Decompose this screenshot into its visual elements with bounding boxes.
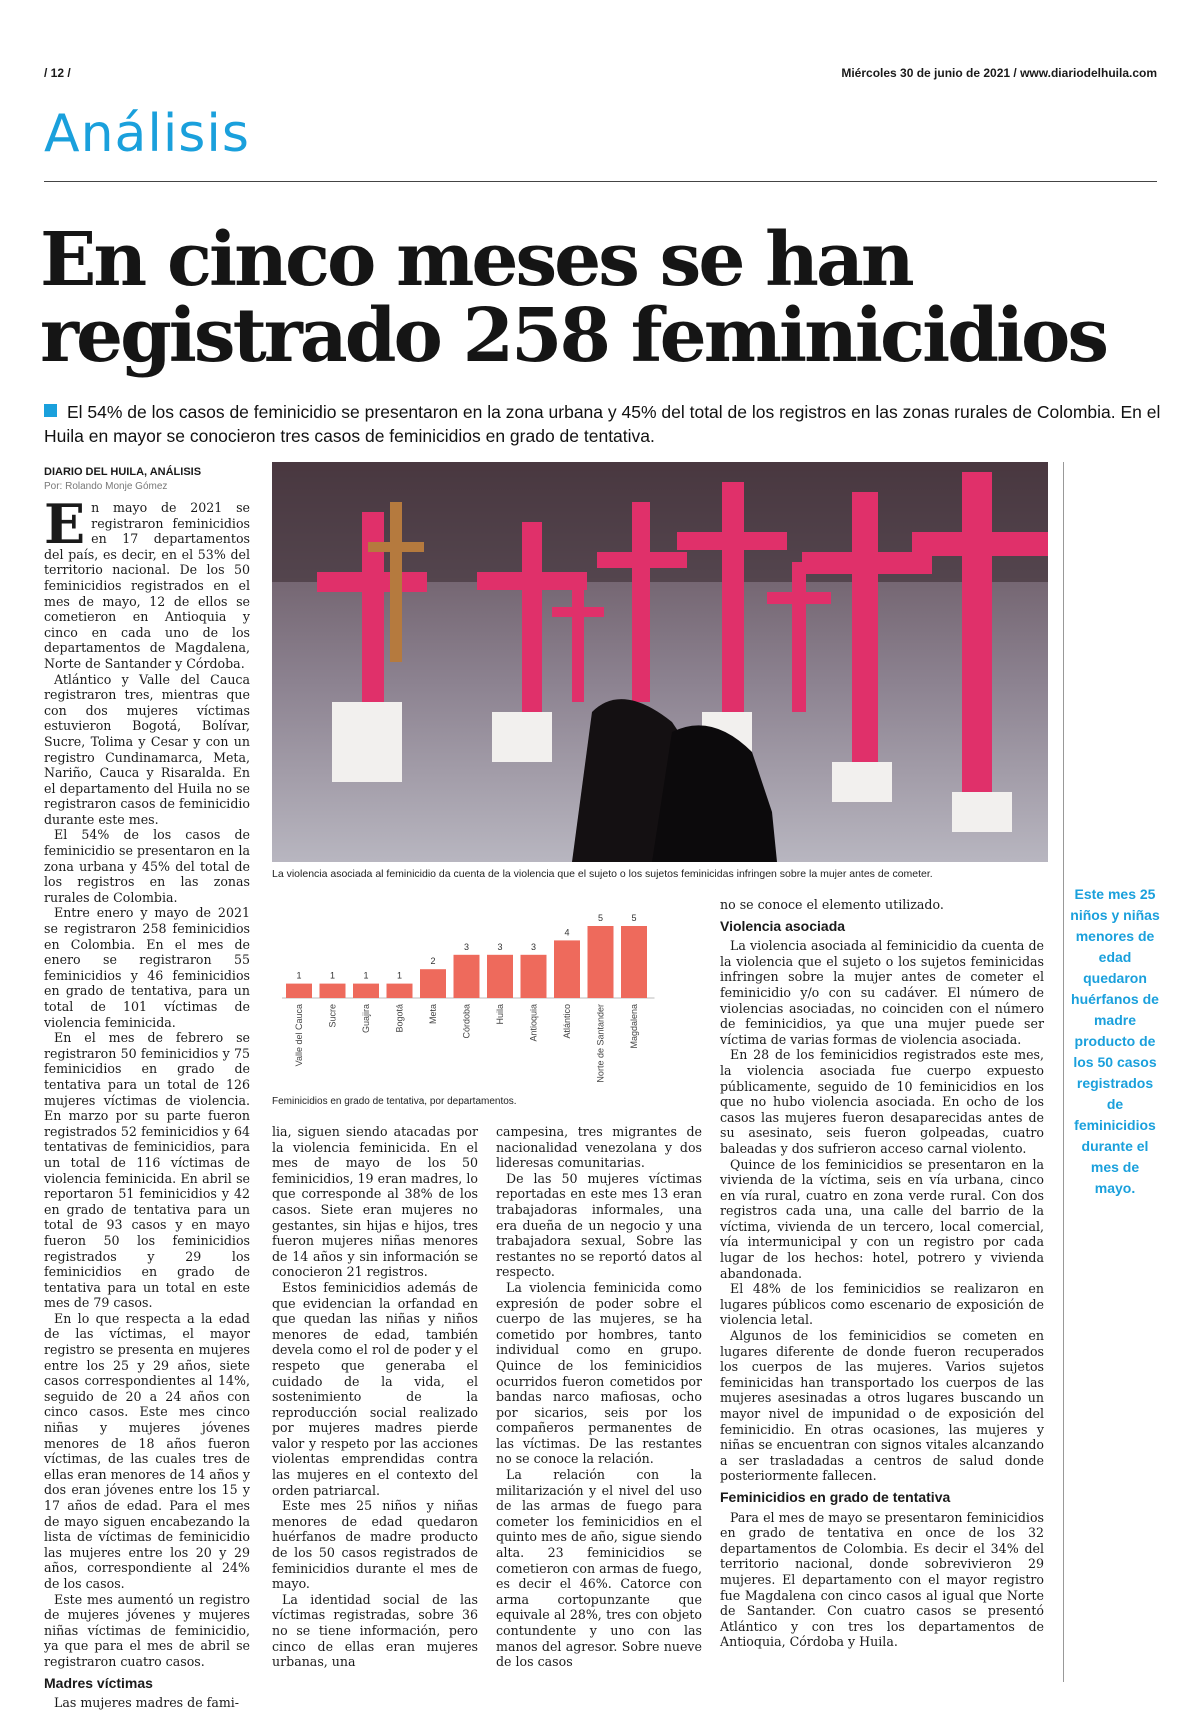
paragraph: En el mes de febrero se registraron 50 feminicidios y 75 feminicidios en grado de tentativa para un total de 126 mujeres víctimas de violencia. En marzo por su parte fueron registrados 52 feminicidios y 64 tentativas de feminicidios, para un total de 116 víctimas de violencia feminicida. En abril se reportaron 51 feminicidios y 42 en grado de tentativa para un total de 93 casos y en mayo fueron 50 los feminicidios registrados y 29 los feminicidios en grado de tentativa para un total en este mes de 79 casos.	[44, 1030, 250, 1311]
section-title: Análisis	[44, 104, 250, 164]
header-divider	[44, 181, 1157, 182]
chart-value-label: 1	[396, 970, 403, 981]
chart-value-label: 3	[463, 941, 470, 952]
chart-category-label: Sucre	[327, 1004, 338, 1028]
paragraph: El 54% de los casos de feminicidio se presentaron en la zona urbana y 45% del total de los registros en las zonas rurales de Colombia.	[44, 827, 250, 905]
tentativa-bar-chart	[272, 898, 692, 1090]
subheading-tentativa: Feminicidios en grado de tentativa	[720, 1488, 951, 1505]
paragraph: Entre enero y mayo de 2021 se registraron 258 feminicidios en Colombia. En el mes de enero se registraron 55 feminicidios y 46 feminicidios en grado de tentativa, para un total de 101 víctimas de violencia feminicida.	[44, 905, 250, 1030]
chart-bar	[487, 955, 513, 998]
chart-value-label: 2	[430, 956, 436, 967]
chart-caption: Feminicidios en grado de tentativa, por departamentos.	[272, 1096, 517, 1107]
photo-caption: La violencia asociada al feminicidio da cuenta de la violencia que el sujeto o los sujetos feminicidas infringen sobre la mujer antes de cometer.	[272, 868, 933, 880]
paragraph: De las 50 mujeres víctimas reportadas en este mes 13 eran trabajadoras informales, una era dueña de un negocio y una trabajadora sexual, Sobre las restantes no se reportó datos al respecto.	[496, 1170, 702, 1280]
author: Por: Rolando Monje Gómez	[44, 481, 168, 492]
byline: DIARIO DEL HUILA, ANÁLISIS	[44, 466, 202, 478]
paragraph: Atlántico y Valle del Cauca registraron tres, mientras que con dos mujeres víctimas estuvieron Bogotá, Bolívar, Sucre, Tolima y Cesar y con un registro Cundinamarca, Meta, Nariño, Cauca y Risaralda. En el departamento del Huila no se registraron casos de feminicidio durante este mes.	[44, 671, 250, 827]
paragraph: lia, siguen siendo atacadas por la violencia feminicida. En el mes de mayo de los 50 feminicidios, 19 eran madres, lo que corresponde al 38% de los casos. Siete eran mujeres no gestantes, sin hijas e hijos, tres fueron mujeres niñas menores de 14 años y sin información se conocieron 21 registros.	[272, 1124, 478, 1280]
chart-value-label: 5	[597, 913, 604, 923]
chart-bar	[621, 926, 647, 998]
chart-category-label: Antioquia	[528, 1004, 539, 1042]
drop-cap: E	[44, 492, 86, 556]
chart-bar	[320, 984, 346, 998]
paragraph: Quince de los feminicidios se presentaron en la vivienda de la víctima, seis en vía urbana, cinco en vía rural, cuatro en zona verde rural. Con dos registros cada una, una calle del barrio de la víctima, vivienda de un tercero, local comercial, vía intermunicipal y con un registro por cada lugar de los hechos: hotel, potrero y vivienda abandonada.	[720, 1156, 1044, 1281]
chart-value-label: 4	[564, 927, 570, 938]
chart-value-label: 1	[329, 970, 336, 981]
paragraph: La identidad social de las víctimas registradas, sobre 36 no se tiene información, pero cinco de ellas eran mujeres urbanas, una	[272, 1591, 478, 1670]
headline	[40, 217, 1160, 379]
article-column-2	[272, 1124, 478, 1670]
headline-line-1: En cinco meses se han	[40, 217, 912, 303]
paragraph: no se conoce el elemento utilizado.	[720, 897, 944, 912]
chart-bar	[554, 940, 580, 998]
chart-category-label: Atlántico	[562, 1004, 572, 1039]
page-number: / 12 /	[44, 66, 71, 80]
paragraph: El 48% de los feminicidios se realizaron en lugares públicos como escenario de exposición de violencia letal.	[720, 1281, 1044, 1328]
paragraph: La violencia feminicida como expresión de poder sobre el cuerpo de las mujeres, se ha cometido por hombres, tanto individual como en grupo. Quince de los feminicidios ocurridos fueron cometidos por bandas narco mafiosas, ocho por sicarios, seis por los compañeros permanentes de las víctimas. De las restantes no se conoce la relación.	[496, 1279, 702, 1467]
date-and-site: Miércoles 30 de junio de 2021 / www.diariodelhuila.com	[841, 66, 1157, 80]
lead-text: El 54% de los casos de feminicidio se presentaron en la zona urbana y 45% del total de los registros en las zonas rurales de Colombia. En el Huila en mayor se conocieron tres casos de feminicidios en grado de tentativa.	[44, 402, 1161, 446]
chart-bar	[588, 926, 614, 998]
chart-bar	[387, 984, 413, 998]
chart-value-label: 1	[363, 970, 369, 981]
chart-category-label: Magdalena	[629, 1004, 639, 1049]
chart-category-label: Bogotá	[394, 1004, 405, 1033]
paragraph: Las mujeres madres de fami-	[54, 1695, 240, 1711]
chart-category-label: Meta	[428, 1004, 438, 1025]
chart-category-label: Huila	[495, 1004, 505, 1025]
chart-bar	[521, 955, 547, 998]
article-column-3	[496, 1124, 702, 1670]
paragraph: Estos feminicidios además de que evidencian la orfandad en que quedan las niñas y niños menores de edad, también devela como el rol de poder y el respeto que generaba el cuidado de la vida, el sostenimiento de la reproducción social realizado por mujeres madres pierde valor y respeto por las acciones violentas emprendidas contra las mujeres en el contexto del orden patriarcal.	[272, 1279, 478, 1498]
chart-bar	[353, 984, 379, 998]
chart-category-label: Córdoba	[461, 1004, 472, 1039]
paragraph: Este mes aumentó un registro de mujeres jóvenes y mujeres niñas víctimas de feminicidio, ya que para el mes de abril se registraron cuatro casos.	[44, 1591, 250, 1669]
paragraph: La violencia asociada al feminicidio da cuenta de la violencia que el sujeto o los sujetos feminicidas infringen sobre la mujer antes de cometer el feminicidio y/o con su cadáver. El número de violencias asociadas, no coinciden con el número de feminicidios, ya que una mujer puede ser víctima de varias formas de violencia asociada.	[720, 938, 1044, 1047]
chart-value-label: 3	[530, 941, 537, 952]
chart-bar	[420, 969, 446, 998]
sidebar-quote: Este mes 25 niños y niñas menores de edad quedaron huérfanos de madre producto de los 50 casos registrados de feminicidios durante el mes de mayo.	[1070, 886, 1160, 1196]
subheading-madres-victimas: Madres víctimas	[44, 1674, 153, 1691]
chart-bar	[286, 984, 312, 998]
chart-value-label: 3	[497, 941, 503, 952]
article-column-1	[44, 492, 250, 1711]
pink-crosses-photo	[272, 462, 1048, 862]
paragraph: La relación con la militarización y el nivel del uso de las armas de fuego para cometer los feminicidios en el quinto mes de año, sigue siendo alta. 23 feminicidios se cometieron con armas de fuego, es decir el 46%. Catorce con arma cortopunzante que equivale al 28%, tres con objeto contundente y uno con las manos del agresor. Sobre nueve de los casos	[496, 1467, 702, 1670]
sidebar-divider	[1063, 462, 1064, 1682]
chart-value-label: 1	[296, 970, 302, 981]
article-photo	[272, 462, 1048, 862]
paragraph: En lo que respecta a la edad de las víctimas, el mayor registro se presenta en mujeres entre los 25 y 29 años, siete casos correspondientes al 14%, seguido de 20 a 24 años con cinco casos. Este mes cinco niñas y mujeres jóvenes menores de 18 años fueron víctimas, de las cuales tres de ellas eran menores de 14 años y dos eran jóvenes entre los 15 y 17 años de edad. Para el mes de mayo siguen encabezando la lista de víctimas de feminicidio las mujeres entre los 20 y 29 años, correspondiente al 24% de los casos.	[44, 1310, 250, 1591]
paragraph: n mayo de 2021 se registraron feminicidios en 17 departamentos del país, es decir, en el 53% del territorio nacional. De los 50 feminicidios registrados en el mes de mayo, 12 de ellos se cometieron en Antioquia y cinco en cada uno de los departamentos de Magdalena, Norte de Santander y Córdoba.	[44, 500, 250, 671]
subheading-violencia-asociada: Violencia asociada	[720, 917, 846, 934]
paragraph: Para el mes de mayo se presentaron feminicidios en grado de tentativa en once de los 32 departamentos de Colombia. Es decir el 34% del territorio nacional, donde sobrevivieron 29 mujeres. El departamento con el mayor registro fue Magdalena con cinco casos al igual que Norte de Santander. Con cuatro casos se presentó Atlántico y con tres los departamentos de Antioquia, Córdoba y Huila.	[720, 1509, 1044, 1650]
chart-category-label: Valle del Cauca	[294, 1004, 304, 1067]
article-column-4	[720, 897, 1044, 1650]
paragraph: Este mes 25 niños y niñas menores de edad quedaron huérfanos de madre producto de los 50 casos registrados de feminicidios durante el mes de mayo.	[272, 1498, 478, 1592]
lead-paragraph	[44, 400, 1164, 448]
chart-category-label: Guajira	[361, 1004, 371, 1034]
chart-value-label: 5	[631, 913, 637, 923]
headline-line-2: registrado 258 feminicidios	[40, 293, 1107, 379]
paragraph: Algunos de los feminicidios se cometen en lugares diferente de donde fueron recuperados los cuerpos de las mujeres. Varios sujetos feminicidas han transportado los cuerpos de las mujeres asesinadas a otros lugares buscando un mayor nivel de impunidad o de exposición del feminicidio. En otras ocasiones, las mujeres y niñas se encuentran con signos vitales alcanzando a ser trasladadas a centros de salud donde posteriormente fallecen.	[720, 1328, 1044, 1484]
chart-bar	[454, 955, 480, 998]
paragraph: En 28 de los feminicidios registrados este mes, la violencia asociada fue cuerpo expuesto públicamente, seguido de 10 feminicidios en los que no hubo violencia asociada. En ocho de los casos las mujeres fueron desaparecidas antes de su asesinato, seis fueron golpeadas, cuatro baleadas y dos sufrieron acceso carnal violento.	[720, 1047, 1044, 1156]
bullet-square-icon	[44, 404, 57, 417]
chart-category-label: Norte de Santander	[595, 1004, 606, 1083]
paragraph: campesina, tres migrantes de nacionalidad venezolana y dos lideresas comunitarias.	[496, 1124, 702, 1171]
